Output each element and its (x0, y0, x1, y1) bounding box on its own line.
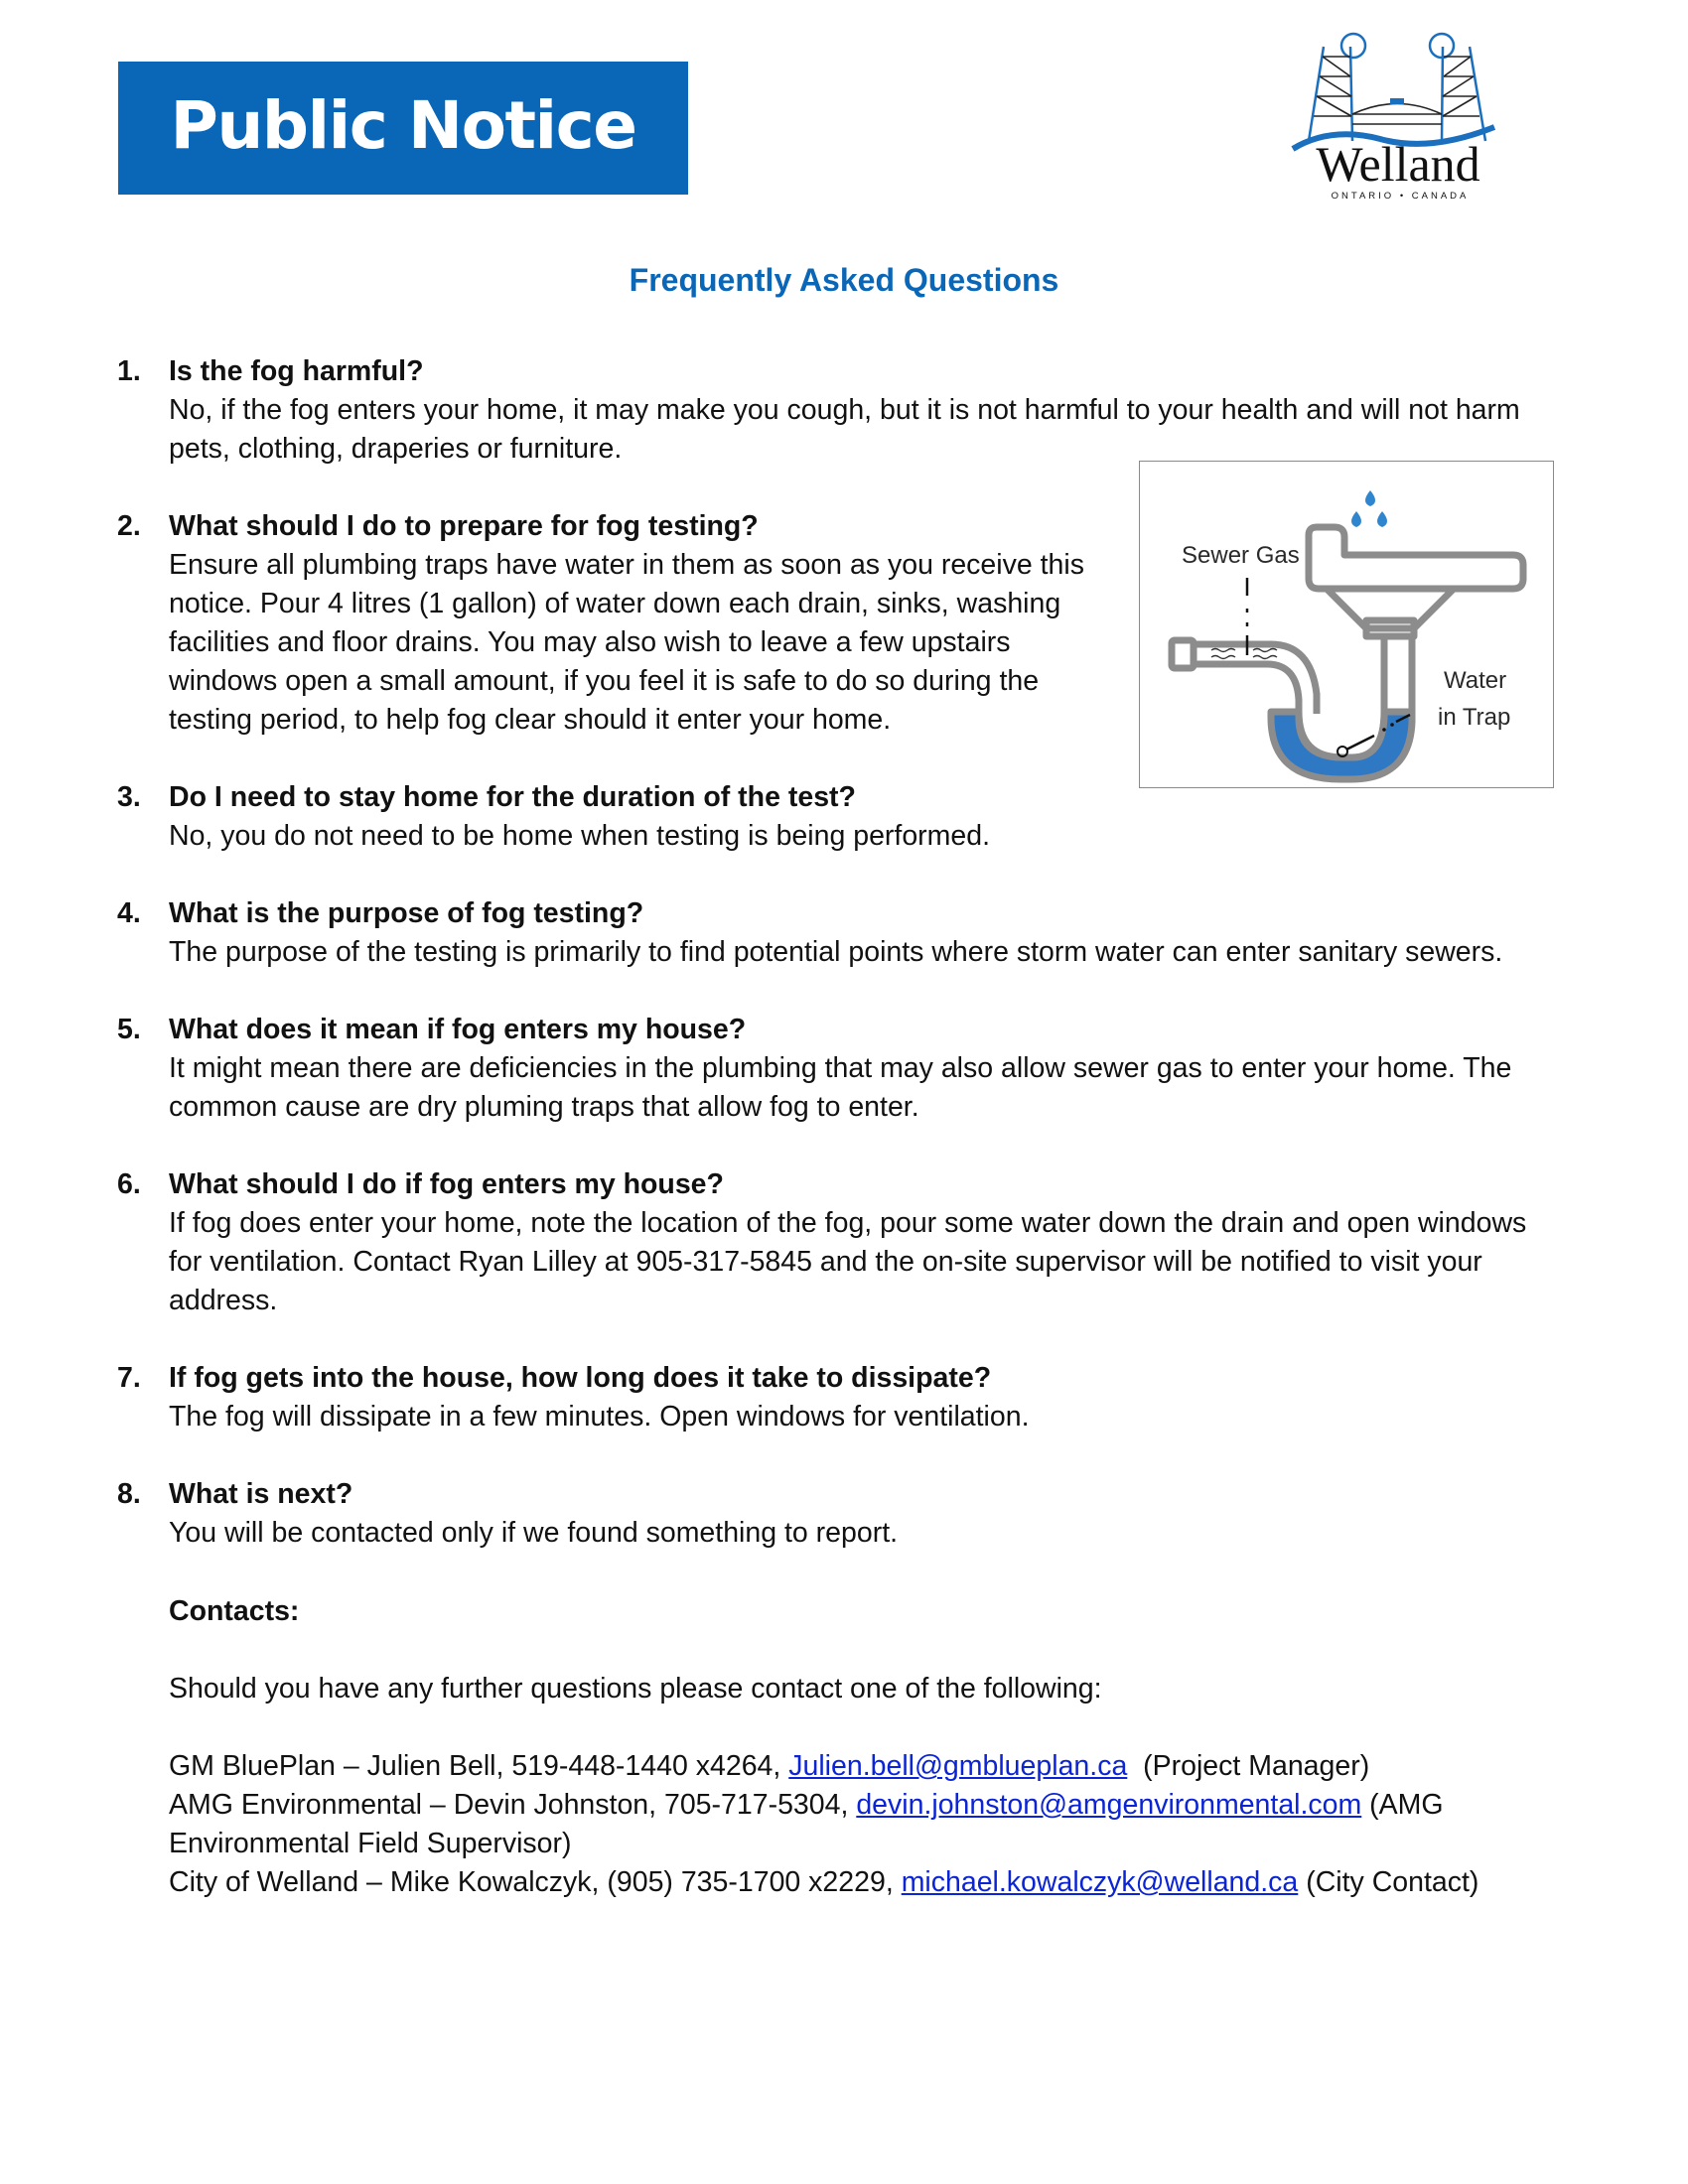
faq-answer: Ensure all plumbing traps have water in them as soon as you receive this notice. Pour 4 litres (1 gallon) of water down each drain, sinks, washing facilities and floor drains. You may also wish to leave a few upstairs windows open a small amount, if you feel it is safe to do so during the testing period, to help fog clear should it enter your home. (169, 549, 1084, 736)
contact-role: (AMG Environmental Field Supervisor) (169, 1789, 1444, 1859)
contact-role: (Project Manager) (1127, 1750, 1370, 1782)
contact-city-of-welland (169, 1863, 1579, 1902)
faq-answer: The fog will dissipate in a few minutes. Open windows for ventilation. (169, 1401, 1030, 1433)
contact-amg-environmental (169, 1786, 1579, 1863)
faq-number: 7. (117, 1362, 141, 1394)
faq-number: 6. (117, 1168, 141, 1200)
faq-number: 8. (117, 1478, 141, 1510)
contact-details: City of Welland – Mike Kowalczyk, (905) 735-1700 x2229, (169, 1866, 902, 1898)
faq-answer: No, you do not need to be home when testing is being performed. (169, 820, 991, 852)
email-link-julien-bell[interactable]: Julien.bell@gmblueplan.ca (788, 1750, 1128, 1782)
faq-number: 5. (117, 1014, 141, 1045)
contacts-heading: Contacts: (169, 1595, 300, 1627)
faq-answer: The purpose of the testing is primarily to find potential points where storm water can enter sanitary sewers. (169, 936, 1503, 968)
faq-question: What is next? (169, 1478, 353, 1510)
faq-item-8 (117, 1475, 1567, 1553)
water-label-line2: in Trap (1438, 704, 1511, 731)
plumbing-trap-diagram (1139, 461, 1554, 788)
faq-item-6 (117, 1165, 1567, 1320)
faq-item-7 (117, 1359, 1567, 1436)
faq-answer: If fog does enter your home, note the location of the fog, pour some water down the drain and open windows for ventilation. Contact Ryan Lilley at 905-317-5845 and the on-site supervisor will be notified to visit your address. (169, 1207, 1527, 1316)
faq-question: Is the fog harmful? (169, 355, 424, 387)
banner-label: Public Notice (170, 87, 636, 164)
contacts-intro: Should you have any further questions please contact one of the following: (169, 1673, 1102, 1705)
sewer-gas-label: Sewer Gas (1182, 542, 1300, 569)
faq-question: What should I do to prepare for fog testing? (169, 510, 759, 542)
logo-wordmark: Welland (1316, 136, 1480, 192)
faq-item-5 (117, 1011, 1567, 1127)
contact-role: (City Contact) (1298, 1866, 1479, 1898)
faq-item-4 (117, 894, 1567, 972)
faq-item-1 (117, 352, 1567, 469)
faq-question: What does it mean if fog enters my house? (169, 1014, 747, 1045)
faq-item-3 (117, 778, 1567, 856)
faq-question: Do I need to stay home for the duration of the test? (169, 781, 856, 813)
svg-text:ONTARIO • CANADA: ONTARIO • CANADA (1331, 191, 1470, 201)
faq-number: 4. (117, 897, 141, 929)
page-title: Frequently Asked Questions (629, 262, 1059, 298)
contacts-section (169, 1592, 1579, 1902)
contact-gm-blueplan (169, 1747, 1579, 1786)
contact-details: AMG Environmental – Devin Johnston, 705-717-5304, (169, 1789, 857, 1821)
p-trap-illustration-icon (1140, 462, 1555, 789)
faq-number: 1. (117, 355, 141, 387)
water-label-line1: Water (1444, 667, 1507, 694)
email-link-devin-johnston[interactable]: devin.johnston@amgenvironmental.com (856, 1789, 1362, 1821)
water-drops-icon (1351, 490, 1387, 527)
faq-number: 2. (117, 510, 141, 542)
faq-question: What should I do if fog enters my house? (169, 1168, 724, 1200)
welland-logo (1291, 22, 1509, 201)
faq-number: 3. (117, 781, 141, 813)
lift-bridge-logo-icon (1291, 22, 1509, 201)
public-notice-banner (118, 62, 688, 195)
faq-question: If fog gets into the house, how long does it take to dissipate? (169, 1362, 992, 1394)
faq-answer: You will be contacted only if we found something to report. (169, 1517, 899, 1549)
email-link-michael-kowalczyk[interactable]: michael.kowalczyk@welland.ca (901, 1866, 1299, 1898)
faq-answer: It might mean there are deficiencies in the plumbing that may also allow sewer gas to enter your home. The common cause are dry pluming traps that allow fog to enter. (169, 1052, 1512, 1123)
faq-question: What is the purpose of fog testing? (169, 897, 644, 929)
contact-details: GM BluePlan – Julien Bell, 519-448-1440 x4264, (169, 1750, 789, 1782)
faq-answer: No, if the fog enters your home, it may make you cough, but it is not harmful to your health and will not harm pets, clothing, draperies or furniture. (169, 394, 1520, 465)
